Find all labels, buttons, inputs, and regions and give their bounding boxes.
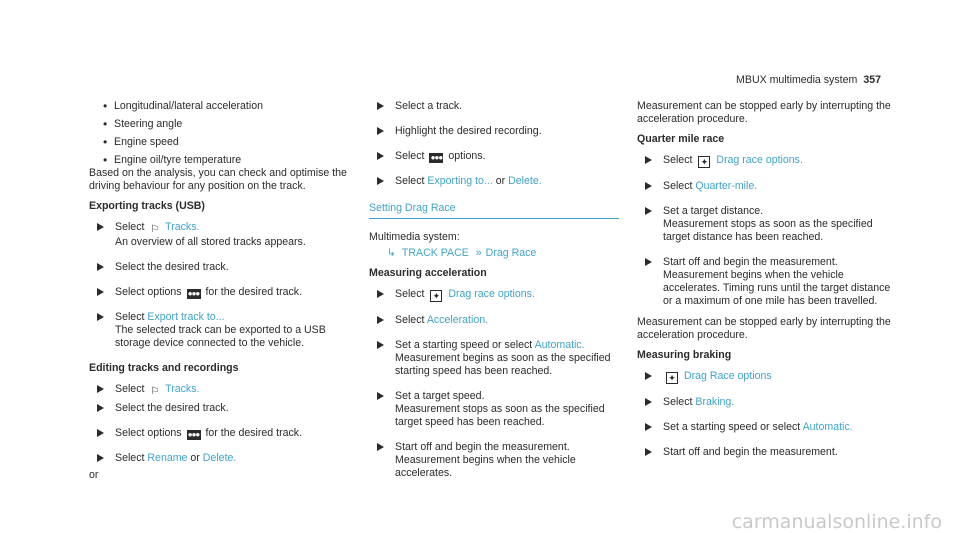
step-item: Select options ●●● for the desired track. [89,286,351,299]
step-item: Select ⚐ Tracks. An overview of all stored tracks appears. [89,221,351,249]
path-drag-race[interactable]: Drag Race [485,247,537,259]
section-title: Setting Drag Race [369,202,619,219]
step-triangle-icon [97,313,104,321]
step-item: Select ✦ Drag race options. [637,154,899,168]
step-triangle-icon [645,258,652,266]
flag-icon: ⚐ [150,386,160,397]
step-triangle-icon [377,392,384,400]
braking-link[interactable]: Braking. [695,396,735,408]
step-item: Select options ●●● for the desired track. [89,427,351,440]
step-item: Select Rename or Delete. [89,452,351,465]
settings-icon: ✦ [430,290,442,302]
step-triangle-icon [97,263,104,271]
or-text: or [89,469,99,481]
step-item: Select the desired track. [89,261,351,274]
step-item: Set a starting speed or select Automatic. [637,421,899,434]
header-title: MBUX multimedia system [736,74,858,86]
step-item: Set a target speed. Measurement stops as soon as the specified target speed has been reached. [369,390,619,429]
automatic-link[interactable]: Automatic. [802,421,853,433]
analysis-paragraph: Based on the analysis, you can check and optimise the driving behaviour for any position on the track. [89,167,347,192]
step-item: Select Export track to... The selected track can be exported to a USB storage device connected to the vehicle. [89,311,351,350]
step-item: Select Acceleration. [369,314,619,327]
step-item: Select ⚐ Tracks. [89,383,351,398]
step-triangle-icon [377,102,384,110]
step-triangle-icon [97,404,104,412]
tracks-link[interactable]: Tracks. [165,383,200,395]
step-item: Select the desired track. [89,402,351,415]
step-item: Select Quarter-mile. [637,180,899,193]
step-triangle-icon [97,454,104,462]
step-item: Highlight the desired recording. [369,125,619,138]
delete-link[interactable]: Delete. [508,175,542,187]
page-header [736,74,881,87]
double-chevron-icon: » [475,247,482,259]
step-item: Select a track. [369,100,619,113]
settings-icon: ✦ [666,372,678,384]
step-triangle-icon [377,177,384,185]
acceleration-link[interactable]: Acceleration. [426,314,489,326]
page-number: 357 [863,74,881,86]
list-item: • Steering angle [89,118,351,131]
heading-edit: Editing tracks and recordings [89,362,239,374]
step-item [637,370,899,384]
step-item: Set a target distance. Measurement stops as soon as the specified target distance has been reached. [637,205,899,244]
step-item: Select ●●● options. [369,150,619,163]
rename-link[interactable]: Rename [147,452,188,464]
heading-export: Exporting tracks (USB) [89,200,205,212]
stopped-early-paragraph: Measurement can be stopped early by interrupting the acceleration procedure. [637,100,891,125]
step-item: Start off and begin the measurement. Measurement begins when the vehicle accelerates. [369,441,619,480]
watermark: carmanualsonline.info [731,511,942,533]
heading-measuring-acceleration: Measuring acceleration [369,267,487,279]
step-triangle-icon [645,423,652,431]
list-item: • Engine oil/tyre temperature [89,154,351,167]
drag-race-options-link[interactable]: Drag Race options [683,370,772,382]
step-triangle-icon [377,316,384,324]
step-triangle-icon [377,290,384,298]
exporting-link[interactable]: Exporting to... [427,175,493,187]
step-item: Start off and begin the measurement. Measurement begins when the vehicle accelerates. Timing runs until the target distance or a maximum of one mile has been travelled. [637,256,899,308]
step-triangle-icon [645,182,652,190]
delete-link[interactable]: Delete. [202,452,237,464]
step-triangle-icon [645,372,652,380]
export-track-link[interactable]: Export track to... [147,311,225,323]
step-item: Start off and begin the measurement. [637,446,899,459]
step-item: Select Braking. [637,396,899,409]
options-dots-icon[interactable]: ●●● [430,153,443,162]
breadcrumb [369,247,619,260]
quarter-mile-link[interactable]: Quarter-mile. [695,180,758,192]
step-triangle-icon [97,288,104,296]
step-item: Select Exporting to... or Delete. [369,175,619,188]
settings-icon: ✦ [698,156,710,168]
heading-quarter-mile: Quarter mile race [637,133,725,145]
heading-measuring-braking: Measuring braking [637,349,732,361]
drag-race-options-link[interactable]: Drag race options. [716,154,803,166]
step-item: Set a starting speed or select Automatic. Measurement begins as soon as the specified starting speed has been reached. [369,339,619,378]
column-middle [369,100,619,492]
options-dots-icon[interactable]: ●●● [187,430,200,439]
column-left [89,100,351,482]
step-triangle-icon [645,448,652,456]
step-triangle-icon [97,223,104,231]
step-triangle-icon [97,429,104,437]
step-triangle-icon [377,443,384,451]
step-triangle-icon [645,207,652,215]
step-triangle-icon [645,156,652,164]
flag-icon: ⚐ [150,224,160,235]
automatic-link[interactable]: Automatic. [534,339,585,351]
list-item: • Engine speed [89,136,351,149]
step-triangle-icon [377,127,384,135]
step-triangle-icon [97,385,104,393]
path-track-pace[interactable]: TRACK PACE [401,247,469,259]
list-item: • Longitudinal/lateral acceleration [89,100,351,113]
step-item: Select ✦ Drag race options. [369,288,619,302]
step-triangle-icon [377,341,384,349]
multimedia-label: Multimedia system: [369,231,460,243]
column-right [637,100,899,471]
stopped-early-paragraph: Measurement can be stopped early by interrupting the acceleration procedure. [637,316,891,341]
options-dots-icon[interactable]: ●●● [187,289,200,298]
step-triangle-icon [377,152,384,160]
step-triangle-icon [645,398,652,406]
drag-race-options-link[interactable]: Drag race options. [448,288,535,300]
tracks-link[interactable]: Tracks. [165,221,200,233]
path-arrow-icon: ↳ [387,247,396,259]
